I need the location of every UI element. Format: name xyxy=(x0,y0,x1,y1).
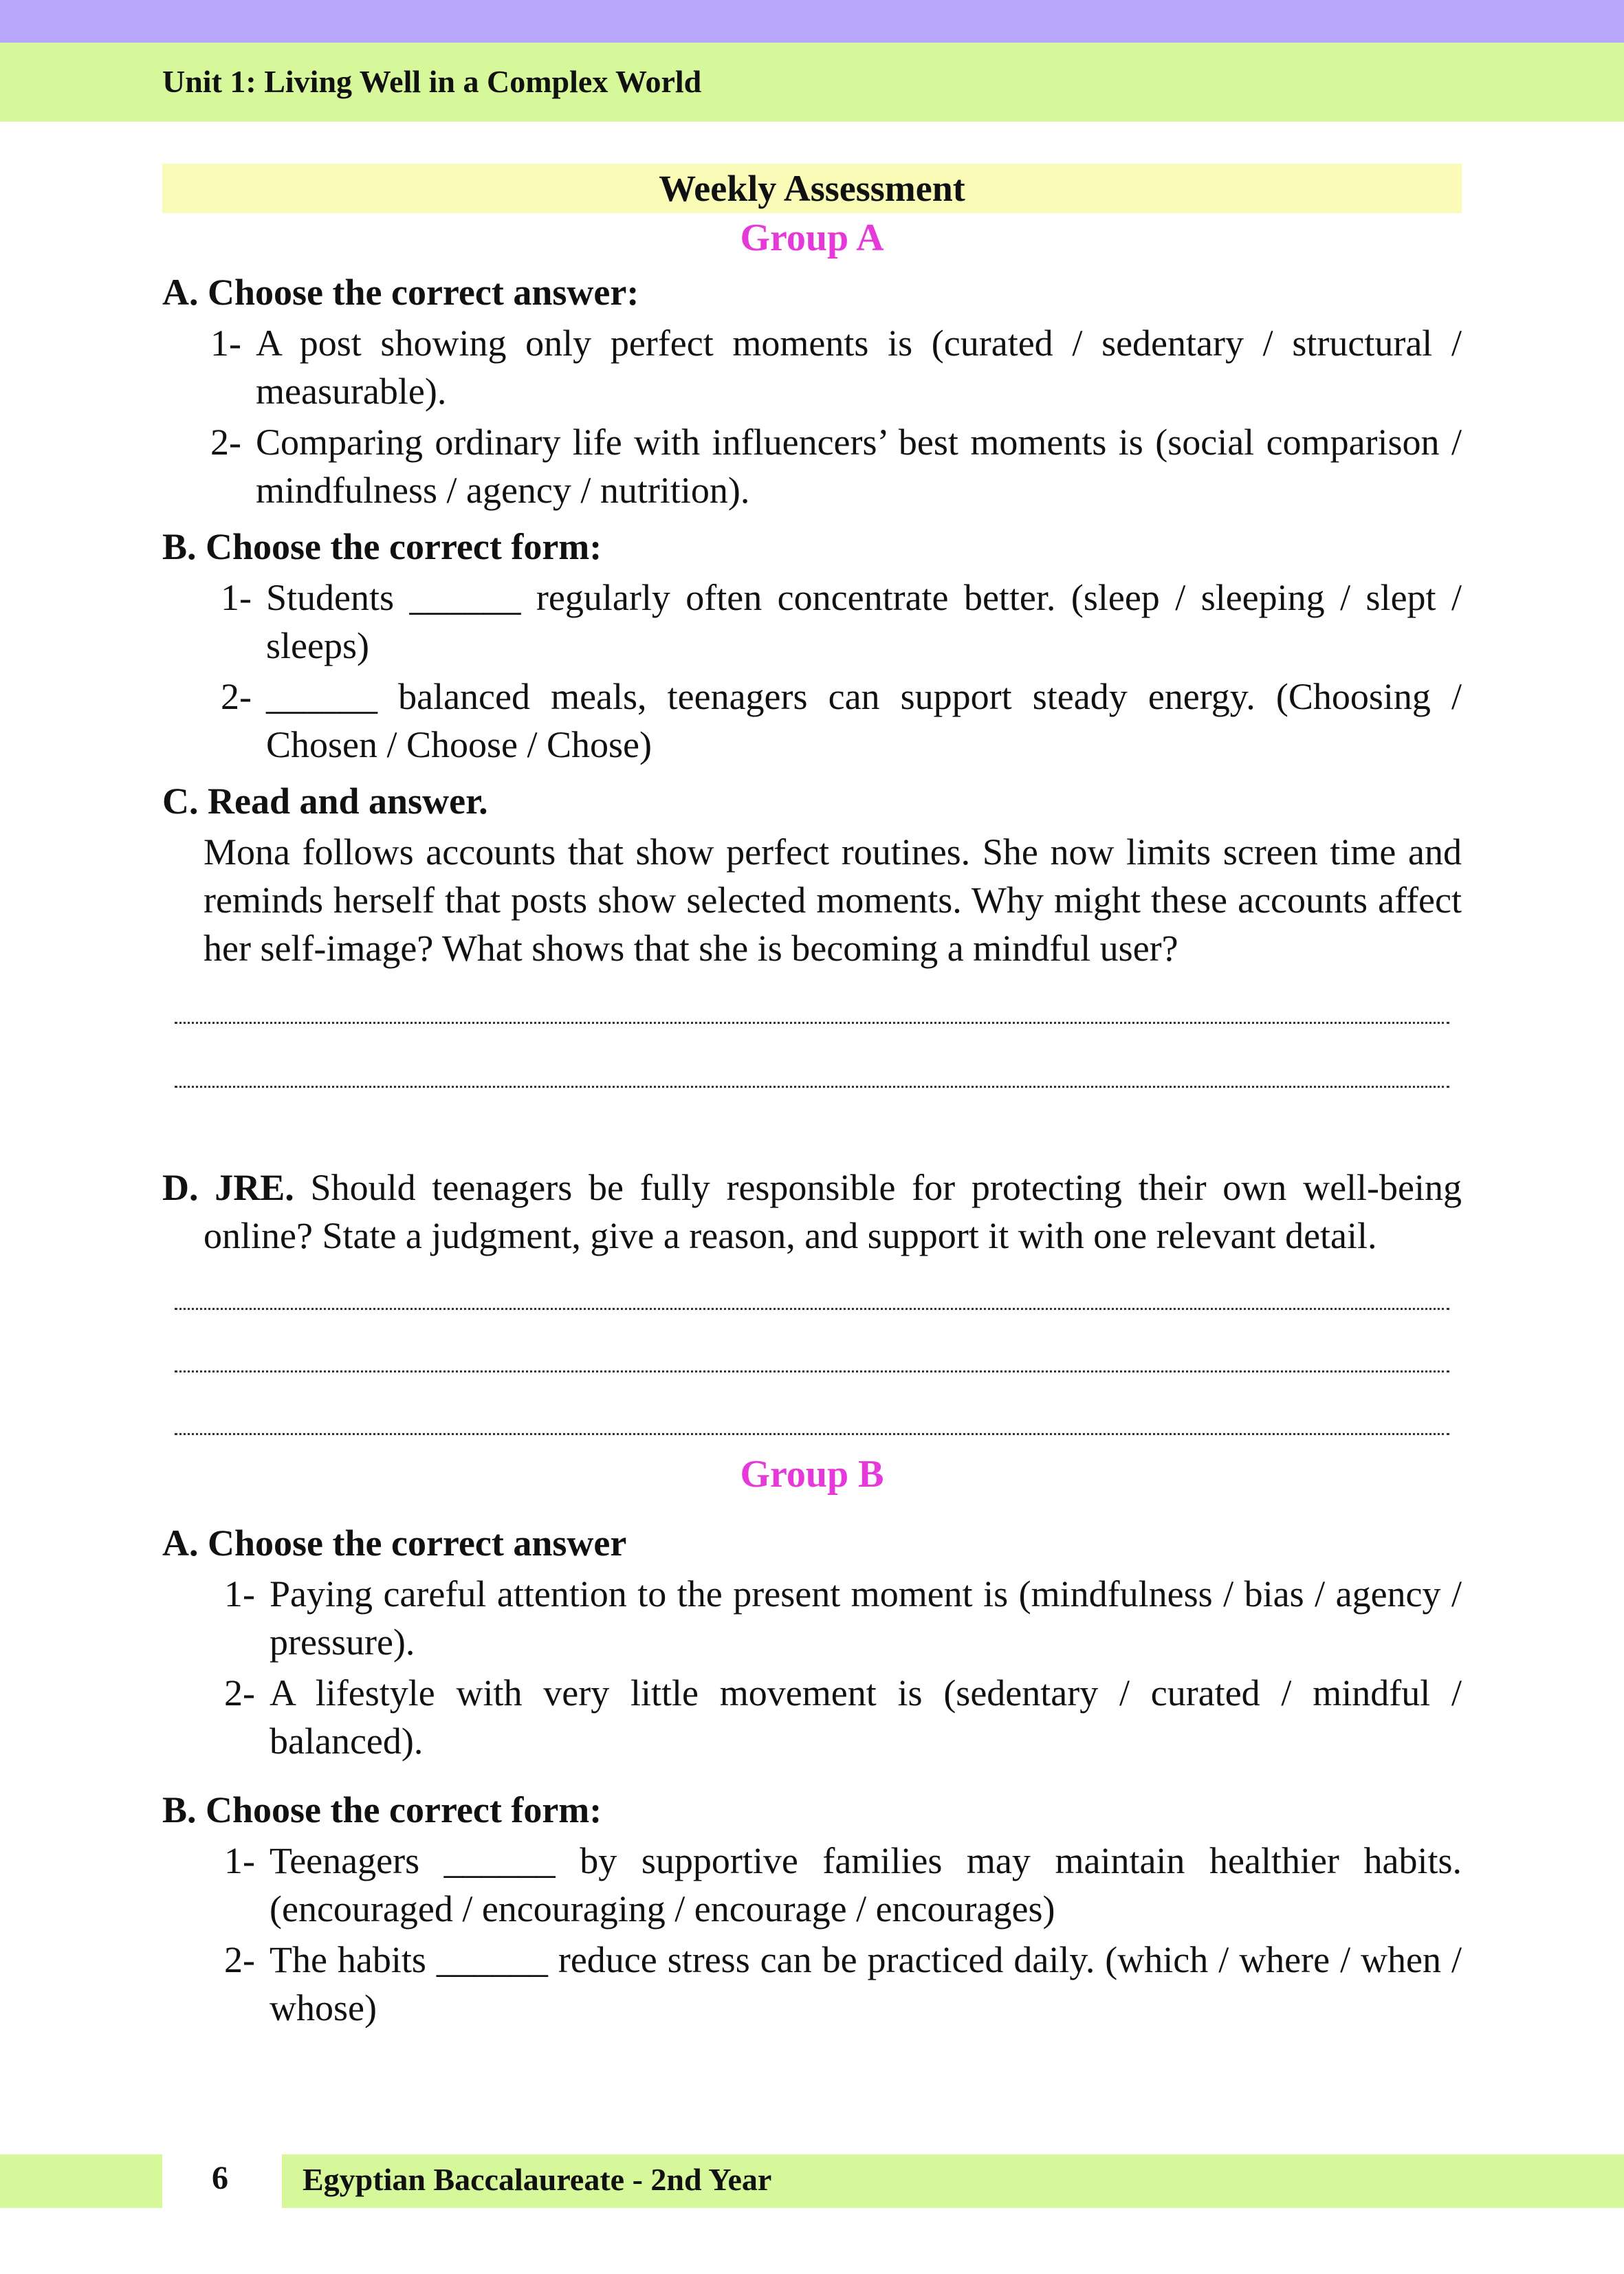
question-number: 1- xyxy=(224,1573,255,1615)
unit-title: Unit 1: Living Well in a Complex World xyxy=(162,64,702,99)
question-number: 2- xyxy=(210,422,241,463)
footer-bar-left xyxy=(0,2154,162,2208)
group-b-section-b-heading: B. Choose the correct form: xyxy=(162,1789,602,1830)
question-text: Students ______ regularly often concentrate better. (sleep / sleeping / slept / sleeps) xyxy=(266,577,1462,666)
group-a-title: Group A xyxy=(740,217,884,259)
question-number: 2- xyxy=(221,676,252,717)
page-number: 6 xyxy=(212,2160,228,2196)
question-text: Comparing ordinary life with influencers’ best moments is (social comparison / mindfulness / agency / nutrition). xyxy=(256,422,1462,511)
group-a-section-a-heading: A. Choose the correct answer: xyxy=(162,272,639,313)
question-number: 1- xyxy=(210,322,241,364)
question-text: Teenagers ______ by supportive families may maintain healthier habits. (encouraged / encouraging / encourage / encourages) xyxy=(270,1840,1462,1929)
book-title: Egyptian Baccalaureate - 2nd Year xyxy=(303,2162,772,2197)
group-a-section-b-heading: B. Choose the correct form: xyxy=(162,526,602,567)
question-item xyxy=(162,1669,1462,1765)
group-a-section-c-heading: C. Read and answer. xyxy=(162,780,488,822)
question-text: ______ balanced meals, teenagers can support steady energy. (Choosing / Chosen / Choose / Chose) xyxy=(266,676,1462,765)
group-b-title: Group B xyxy=(740,1453,884,1496)
question-text: Paying careful attention to the present moment is (mindfulness / bias / agency / pressure). xyxy=(270,1573,1462,1663)
question-number: 1- xyxy=(224,1840,255,1881)
question-number: 2- xyxy=(224,1672,255,1714)
reading-passage: Mona follows accounts that show perfect routines. She now limits screen time and reminds herself that posts show selected moments. Why might these accounts affect her self-image? What shows that she is becoming a mindful user? xyxy=(204,831,1462,969)
group-b-section-a-heading: A. Choose the correct answer xyxy=(162,1522,627,1564)
question-text: A lifestyle with very little movement is (sedentary / curated / mindful / balanced). xyxy=(270,1672,1462,1762)
question-text: The habits ______ reduce stress can be practiced daily. (which / where / when / whose) xyxy=(270,1939,1462,2029)
question-item xyxy=(162,1936,1462,2032)
question-item xyxy=(162,418,1462,514)
question-item xyxy=(162,673,1462,769)
jre-question xyxy=(162,1163,1462,1260)
question-text: A post showing only perfect moments is (curated / sedentary / structural / measurable). xyxy=(256,322,1462,412)
question-item xyxy=(162,1837,1462,1933)
jre-text: Should teenagers be fully responsible for protecting their own well-being online? State a judgment, give a reason, and support it with one relevant detail. xyxy=(204,1167,1462,1256)
question-item xyxy=(162,573,1462,670)
question-item xyxy=(162,319,1462,415)
question-item xyxy=(162,1570,1462,1666)
top-color-band xyxy=(0,0,1624,43)
assessment-title: Weekly Assessment xyxy=(162,164,1462,213)
jre-label: D. JRE. xyxy=(162,1167,294,1208)
question-number: 2- xyxy=(224,1939,255,1980)
question-number: 1- xyxy=(221,577,252,618)
worksheet-content xyxy=(162,164,1462,2032)
